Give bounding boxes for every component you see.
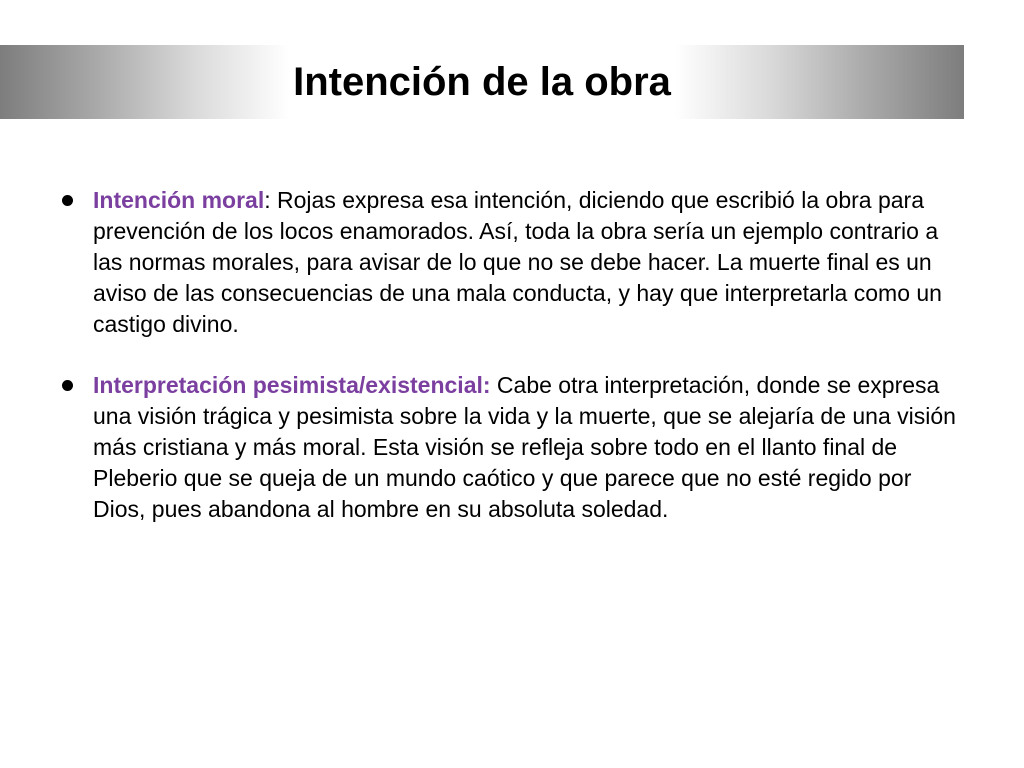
bullet-term: Interpretación pesimista/existencial:	[93, 372, 491, 398]
bullet-item-pesimista	[60, 370, 970, 525]
bullet-item-moral	[60, 185, 970, 340]
bullet-text: Rojas expresa esa intención, diciendo que escribió la obra para prevención de los locos enamorados. Así, toda la obra sería un ejemplo contrario a las normas morales, para avisar de lo que no se debe hacer. La muerte final es un aviso de las consecuencias de una mala conducta, y hay que interpretarla como un castigo divino.	[93, 187, 942, 337]
bullet-dot-icon	[62, 380, 73, 391]
bullet-separator: :	[264, 187, 271, 213]
bullet-dot-icon	[62, 195, 73, 206]
bullet-list	[60, 185, 970, 555]
slide-title: Intención de la obra	[293, 60, 671, 104]
bullet-term: Intención moral	[93, 187, 265, 213]
bullet-text: Cabe otra interpretación, donde se expresa una visión trágica y pesimista sobre la vida y la muerte, que se alejaría de una visión más cristiana y más moral. Esta visión se refleja sobre todo en el llanto final de Pleberio que se queja de un mundo caótico y que parece que no esté regido por Dios, pues abandona al hombre en su absoluta soledad.	[93, 372, 956, 522]
